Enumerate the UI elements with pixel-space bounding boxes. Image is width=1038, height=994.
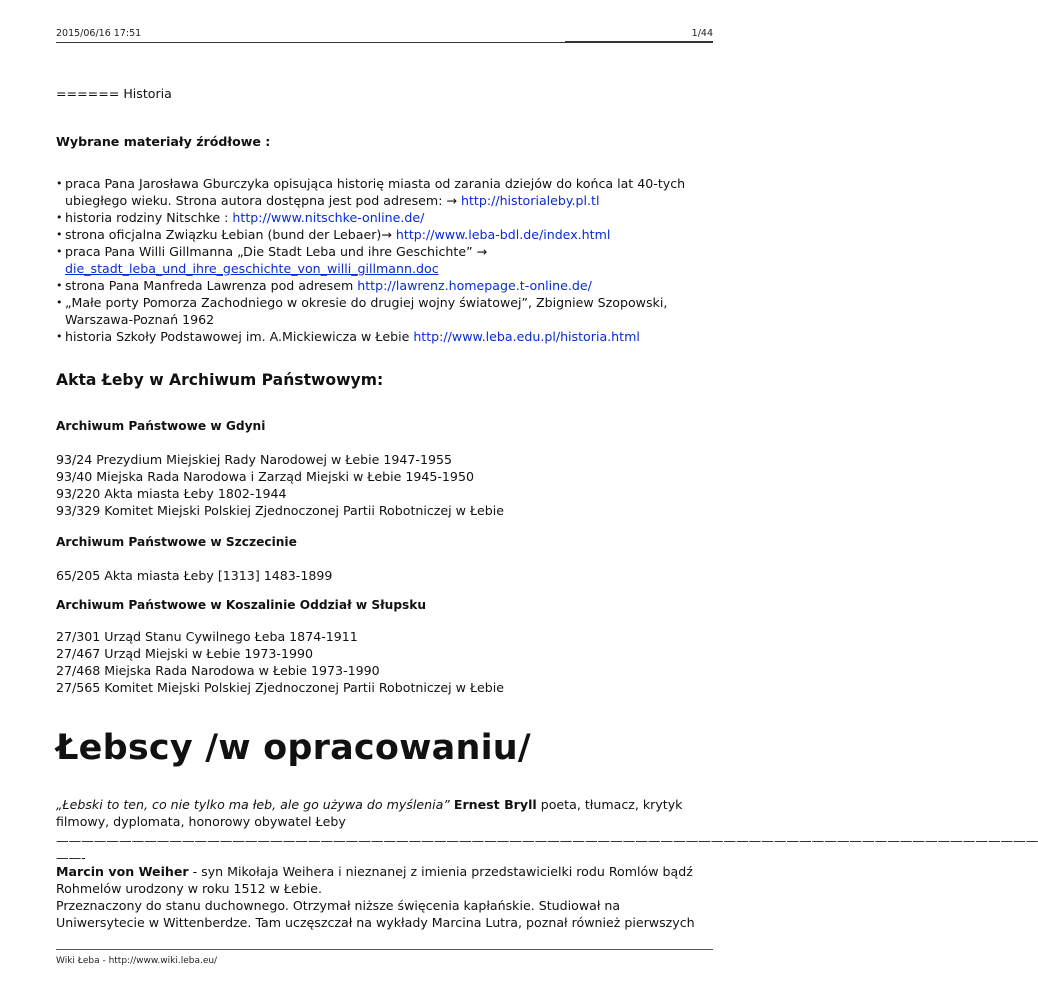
list-item: • praca Pana Willi Gillmanna „Die Stadt Leba und ihre Geschichte” → die_stadt_leba_und_ihre_geschichte_von_willi_gillmann.doc (65, 243, 717, 277)
list-item: • strona Pana Manfreda Lawrenza pod adresem http://lawrenz.homepage.t-online.de/ (65, 277, 717, 294)
source-link[interactable]: die_stadt_leba_und_ihre_geschichte_von_willi_gillmann.doc (65, 261, 439, 276)
archive-name: Archiwum Państwowe w Gdyni (56, 419, 266, 433)
person-name: Marcin von Weiher (56, 864, 189, 879)
archive-record: 93/24 Prezydium Miejskiej Rady Narodowej w Łebie 1947-1955 (56, 452, 452, 467)
archive-record: 27/468 Miejska Rada Narodowa w Łebie 1973-1990 (56, 663, 380, 678)
archive-record: 93/329 Komitet Miejski Polskiej Zjednoczonej Partii Robotniczej w Łebie (56, 503, 505, 518)
archive-record: 93/220 Akta miasta Łeby 1802-1944 (56, 486, 287, 501)
source-link[interactable]: http://www.leba-bdl.de/index.html (395, 227, 611, 242)
archive-record: 65/205 Akta miasta Łeby [1313] 1483-1899 (56, 568, 333, 583)
archive-record: 27/301 Urząd Stanu Cywilnego Łeba 1874-1911 (56, 629, 358, 644)
source-link[interactable]: http://lawrenz.homepage.t-online.de/ (357, 278, 592, 293)
header-divider (56, 42, 713, 43)
archive-name: Archiwum Państwowe w Koszalinie Oddział w Słupsku (56, 598, 427, 612)
archive-record: 27/565 Komitet Miejski Polskiej Zjednoczonej Partii Robotniczej w Łebie (56, 680, 505, 695)
person-bio-continued: Przeznaczony do stanu duchownego. Otrzymał niższe święcenia kapłańskie. Studiował na Uniwersytecie w Wittenberdze. Tam uczęszczał na wykłady Marcina Lutra, poznał również pierwszych (56, 898, 695, 930)
source-link[interactable]: http://www.nitschke-online.de/ (232, 210, 425, 225)
archive-record: 27/467 Urząd Miejski w Łebie 1973-1990 (56, 646, 314, 661)
quote (56, 796, 712, 830)
sources-heading: Wybrane materiały źródłowe : (56, 134, 271, 149)
page-number: 1/44 (691, 28, 713, 39)
list-item: • strona oficjalna Związku Łebian (bund der Lebaer)→ http://www.leba-bdl.de/index.html (65, 226, 717, 243)
archive-name: Archiwum Państwowe w Szczecinie (56, 535, 297, 549)
list-item: • historia Szkoły Podstawowej im. A.Mickiewicza w Łebie http://www.leba.edu.pl/historia.html (65, 328, 717, 345)
list-item: • praca Pana Jarosława Gburczyka opisująca historię miasta od zarania dziejów do końca lat 40-tych ubiegłego wieku. Strona autora dostępna jest pod adresem: → http://historialeby.pl.tl (65, 175, 717, 209)
print-timestamp: 2015/06/16 17:51 (56, 28, 142, 39)
people-heading: Łebscy /w opracowaniu/ (56, 728, 531, 768)
dash-divider: —————————————————————————————————————————————————————————————————————————————— ——- (56, 833, 1038, 865)
footer-divider (56, 949, 713, 950)
source-link[interactable]: http://www.leba.edu.pl/historia.html (413, 329, 640, 344)
page-header (56, 28, 713, 39)
section-title: ====== Historia (56, 86, 172, 101)
quote-author-description: poeta, tłumacz, krytyk filmowy, dyplomata, honorowy obywatel Łeby (56, 797, 683, 829)
page-footer: Wiki Łeba - http://www.wiki.leba.eu/ (56, 956, 218, 966)
source-link[interactable]: http://historialeby.pl.tl (461, 193, 600, 208)
quote-text: „Łebski to ten, co nie tylko ma łeb, ale go używa do myślenia” (56, 797, 450, 812)
person-bio: - syn Mikołaja Weihera i nieznanej z imienia przedstawicielki rodu Romlów bądź Rohmelów urodzony w roku 1512 w Łebie. (56, 864, 693, 896)
list-item: • „Małe porty Pomorza Zachodniego w okresie do drugiej wojny światowej”, Zbigniew Szopowski, Warszawa-Poznań 1962 (65, 294, 717, 328)
archive-record: 93/40 Miejska Rada Narodowa i Zarząd Miejski w Łebie 1945-1950 (56, 469, 474, 484)
person-entry (56, 863, 712, 931)
list-item: • historia rodziny Nitschke : http://www.nitschke-online.de/ (65, 209, 717, 226)
sources-list (56, 175, 717, 345)
archives-heading: Akta Łeby w Archiwum Państwowym: (56, 371, 384, 389)
quote-author: Ernest Bryll (453, 797, 537, 812)
